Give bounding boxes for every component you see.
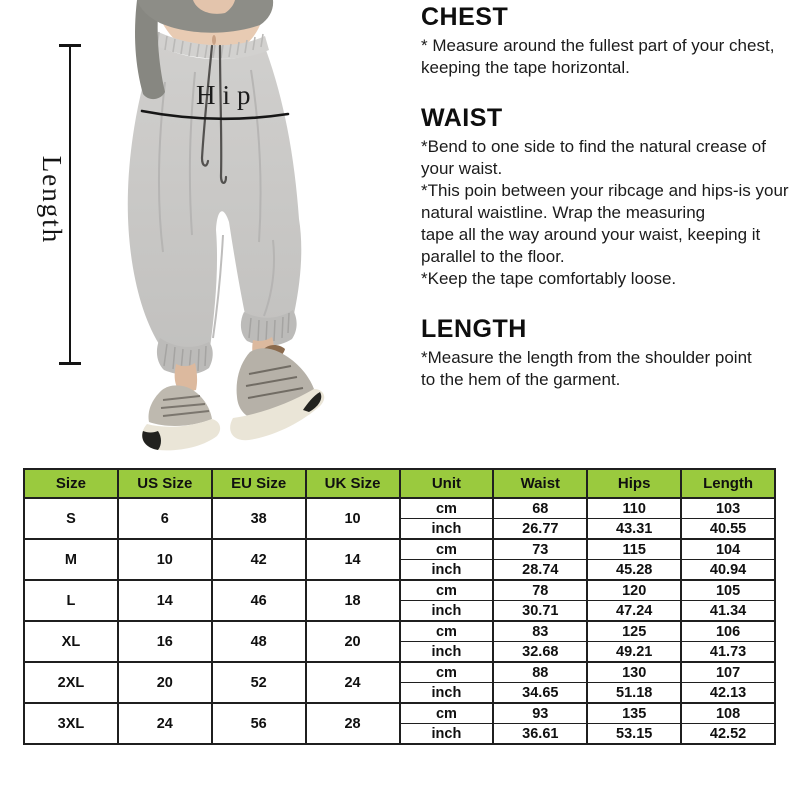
cell-length-inch: 40.94: [681, 560, 775, 581]
cell-waist-cm: 88: [493, 662, 587, 683]
cell-unit: inch: [400, 519, 494, 540]
cell-uk-size: 20: [306, 621, 400, 662]
cell-length-inch: 42.13: [681, 683, 775, 704]
cell-waist-inch: 30.71: [493, 601, 587, 622]
table-row: [24, 621, 775, 642]
cell-eu-size: 56: [212, 703, 306, 744]
cell-waist-cm: 73: [493, 539, 587, 560]
cell-waist-inch: 32.68: [493, 642, 587, 663]
cell-us-size: 6: [118, 498, 212, 539]
cell-eu-size: 42: [212, 539, 306, 580]
cell-hips-inch: 47.24: [587, 601, 681, 622]
col-header-length: Length: [681, 469, 775, 498]
cell-unit: inch: [400, 724, 494, 745]
cell-hips-cm: 110: [587, 498, 681, 519]
instruction-line: natural waistline. Wrap the measuring: [421, 203, 706, 222]
table-row: [24, 662, 775, 683]
col-header-eu-size: EU Size: [212, 469, 306, 498]
cell-us-size: 16: [118, 621, 212, 662]
instruction-line: *Bend to one side to find the natural crease of: [421, 137, 766, 156]
length-label: Length: [37, 155, 67, 245]
cell-size: M: [24, 539, 118, 580]
cell-uk-size: 14: [306, 539, 400, 580]
cell-waist-cm: 83: [493, 621, 587, 642]
cell-size: XL: [24, 621, 118, 662]
table-row: [24, 498, 775, 519]
cell-size: 3XL: [24, 703, 118, 744]
cell-length-inch: 41.34: [681, 601, 775, 622]
cell-size: S: [24, 498, 118, 539]
cell-us-size: 20: [118, 662, 212, 703]
length-heading: LENGTH: [421, 315, 527, 343]
cell-size: L: [24, 580, 118, 621]
cell-hips-inch: 49.21: [587, 642, 681, 663]
cell-us-size: 14: [118, 580, 212, 621]
cell-hips-cm: 135: [587, 703, 681, 724]
cell-hips-cm: 120: [587, 580, 681, 601]
measurement-instructions: [421, 3, 797, 416]
cell-unit: cm: [400, 539, 494, 560]
cell-uk-size: 24: [306, 662, 400, 703]
hip-measure-arc: [139, 104, 291, 130]
cell-eu-size: 48: [212, 621, 306, 662]
cell-length-cm: 106: [681, 621, 775, 642]
cell-waist-inch: 36.61: [493, 724, 587, 745]
cell-length-inch: 40.55: [681, 519, 775, 540]
size-table-section: [23, 468, 776, 745]
cell-unit: inch: [400, 560, 494, 581]
right-sneaker: [230, 345, 324, 440]
cell-unit: cm: [400, 498, 494, 519]
cell-hips-inch: 51.18: [587, 683, 681, 704]
instruction-line: * Measure around the fullest part of your chest,: [421, 36, 775, 55]
cell-waist-inch: 28.74: [493, 560, 587, 581]
table-row: [24, 580, 775, 601]
cell-waist-inch: 34.65: [493, 683, 587, 704]
instruction-line: *Measure the length from the shoulder point: [421, 348, 752, 367]
instruction-line: keeping the tape horizontal.: [421, 58, 630, 77]
col-header-uk-size: UK Size: [306, 469, 400, 498]
cell-eu-size: 46: [212, 580, 306, 621]
cell-length-inch: 42.52: [681, 724, 775, 745]
cell-unit: cm: [400, 703, 494, 724]
cell-hips-inch: 45.28: [587, 560, 681, 581]
col-header-unit: Unit: [400, 469, 494, 498]
cell-hips-inch: 53.15: [587, 724, 681, 745]
col-header-size: Size: [24, 469, 118, 498]
cell-hips-cm: 115: [587, 539, 681, 560]
cell-hips-cm: 125: [587, 621, 681, 642]
cell-length-cm: 104: [681, 539, 775, 560]
instruction-line: *This poin between your ribcage and hips-is your: [421, 181, 789, 200]
length-line-bottom-cap: [59, 362, 81, 365]
cell-uk-size: 28: [306, 703, 400, 744]
cell-unit: inch: [400, 642, 494, 663]
table-row: [24, 703, 775, 724]
col-header-waist: Waist: [493, 469, 587, 498]
model-illustration: [103, 0, 403, 452]
cell-waist-cm: 68: [493, 498, 587, 519]
size-table: [23, 468, 776, 745]
cell-size: 2XL: [24, 662, 118, 703]
waist-heading: WAIST: [421, 104, 503, 132]
cell-unit: inch: [400, 683, 494, 704]
instruction-section-length: [421, 315, 797, 391]
cell-us-size: 24: [118, 703, 212, 744]
cell-uk-size: 10: [306, 498, 400, 539]
cell-length-cm: 105: [681, 580, 775, 601]
instruction-section-waist: [421, 104, 797, 290]
cell-hips-inch: 43.31: [587, 519, 681, 540]
left-sneaker: [142, 385, 220, 450]
table-row: [24, 539, 775, 560]
cell-us-size: 10: [118, 539, 212, 580]
instruction-line: tape all the way around your waist, keeping it: [421, 225, 761, 244]
col-header-us-size: US Size: [118, 469, 212, 498]
cell-unit: inch: [400, 601, 494, 622]
instruction-section-chest: [421, 3, 797, 79]
cell-hips-cm: 130: [587, 662, 681, 683]
cell-unit: cm: [400, 580, 494, 601]
cell-waist-cm: 78: [493, 580, 587, 601]
cell-eu-size: 52: [212, 662, 306, 703]
table-header-row: [24, 469, 775, 498]
cell-length-cm: 107: [681, 662, 775, 683]
length-measure-line: [69, 44, 71, 365]
instruction-line: your waist.: [421, 159, 503, 178]
cell-unit: cm: [400, 621, 494, 642]
cell-uk-size: 18: [306, 580, 400, 621]
model-photo: [103, 0, 403, 452]
cell-waist-inch: 26.77: [493, 519, 587, 540]
cell-length-cm: 108: [681, 703, 775, 724]
instruction-line: *Keep the tape comfortably loose.: [421, 269, 677, 288]
cell-unit: cm: [400, 662, 494, 683]
cell-length-inch: 41.73: [681, 642, 775, 663]
chest-heading: CHEST: [421, 3, 509, 31]
hip-label: Hip: [196, 80, 258, 110]
cell-waist-cm: 93: [493, 703, 587, 724]
cell-eu-size: 38: [212, 498, 306, 539]
col-header-hips: Hips: [587, 469, 681, 498]
instruction-line: to the hem of the garment.: [421, 370, 621, 389]
instruction-line: parallel to the floor.: [421, 247, 565, 266]
cell-length-cm: 103: [681, 498, 775, 519]
